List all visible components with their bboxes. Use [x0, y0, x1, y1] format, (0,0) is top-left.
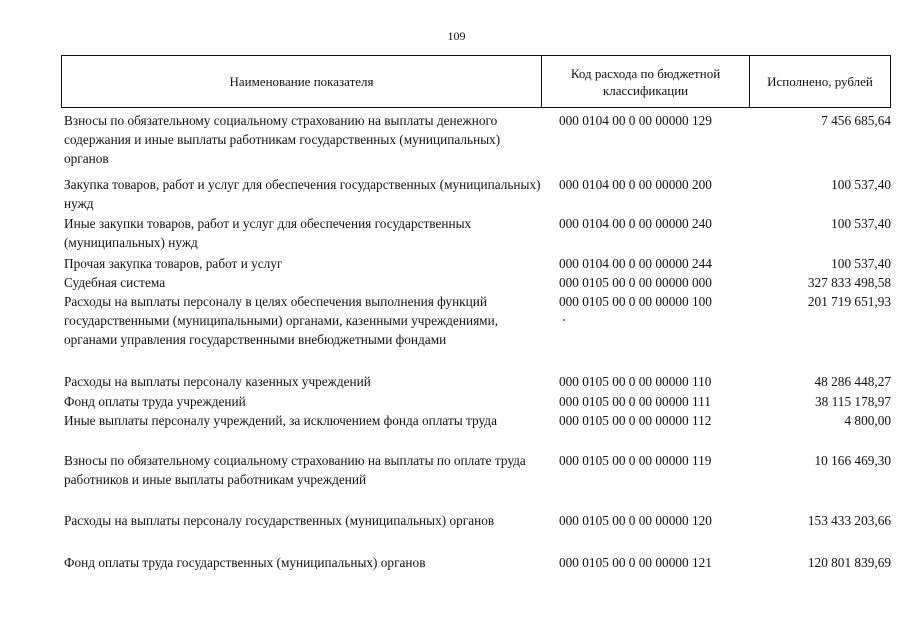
row-code: 000 0105 00 0 00 00000 100 [559, 294, 712, 309]
row-name: Прочая закупка товаров, работ и услуг [64, 256, 283, 271]
row-name: Расходы на выплаты персоналу государственных (муниципальных) органов [64, 513, 495, 528]
page-number: 109 [447, 29, 466, 43]
row-code: 000 0105 00 0 00 00000 111 [559, 394, 711, 409]
row-amount: 48 286 448,27 [814, 374, 891, 389]
row-name: Расходы на выплаты персоналу казенных учреждений [64, 374, 371, 389]
row-amount: 7 456 685,64 [821, 113, 891, 128]
row-code: 000 0105 00 0 00 00000 121 [559, 555, 712, 570]
row-code: 000 0105 00 0 00 00000 112 [559, 413, 712, 428]
row-amount: 120 801 839,69 [807, 555, 891, 570]
row-amount: 38 115 178,97 [815, 394, 891, 409]
row-name: Судебная система [64, 275, 166, 290]
row-name: Закупка товаров, работ и услуг для обеспечения государственных (муниципальных) нужд [64, 177, 541, 211]
row-name: Расходы на выплаты персоналу в целях обеспечения выполнения функций государственными (муниципальными) органами, казенными учреждениями, органами управления государственными внебюджетными фондами [64, 294, 499, 347]
row-code: 000 0105 00 0 00 00000 120 [559, 513, 712, 528]
row-amount: 100 537,40 [831, 216, 891, 231]
row-code: 000 0104 00 0 00 00000 240 [559, 216, 712, 231]
row-amount: 10 166 469,30 [814, 453, 891, 468]
row-code: 000 0104 00 0 00 00000 200 [559, 177, 712, 192]
row-code: 000 0104 00 0 00 00000 244 [559, 256, 712, 271]
header-code: Код расхода по бюджетной классификации [542, 56, 750, 107]
header-name: Наименование показателя [62, 56, 542, 107]
row-code: 000 0105 00 0 00 00000 110 [559, 374, 712, 389]
row-amount: 100 537,40 [831, 177, 891, 192]
row-name: Фонд оплаты труда государственных (муниципальных) органов [64, 555, 426, 570]
row-amount: 201 719 651,93 [807, 294, 891, 309]
row-code: 000 0105 00 0 00 00000 000 [559, 275, 712, 290]
row-name: Фонд оплаты труда учреждений [64, 394, 246, 409]
header-executed: Исполнено, рублей [767, 74, 873, 89]
row-amount: 100 537,40 [831, 256, 891, 271]
scan-speck [563, 319, 565, 321]
row-code: 000 0105 00 0 00 00000 119 [559, 453, 712, 468]
row-amount: 327 833 498,58 [807, 275, 891, 290]
row-name: Иные выплаты персоналу учреждений, за исключением фонда оплаты труда [64, 413, 497, 428]
row-code: 000 0104 00 0 00 00000 129 [559, 113, 712, 128]
table-header [61, 55, 891, 108]
row-amount: 4 800,00 [844, 413, 891, 428]
row-name: Взносы по обязательному социальному страхованию на выплаты денежного содержания и иные выплаты работникам государственных (муниципальных) органов [64, 113, 501, 166]
row-name: Иные закупки товаров, работ и услуг для обеспечения государственных (муниципальных) нужд [64, 216, 472, 250]
row-amount: 153 433 203,66 [807, 513, 891, 528]
row-name: Взносы по обязательному социальному страхованию на выплаты по оплате труда работников и иные выплаты работникам учреждений [64, 453, 526, 487]
